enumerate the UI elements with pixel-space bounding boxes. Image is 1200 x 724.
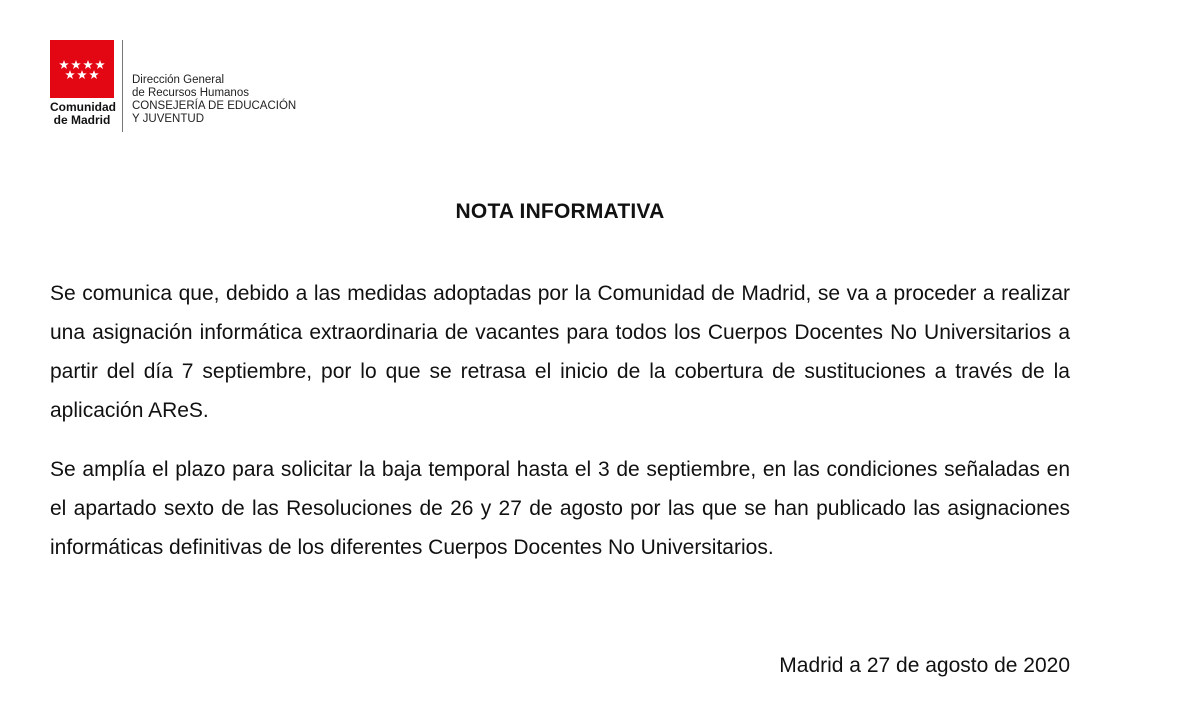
dept-line-1: Dirección General xyxy=(132,74,225,86)
comunidad-madrid-logo xyxy=(50,40,114,127)
paragraph-1: Se comunica que, debido a las medidas adoptadas por la Comunidad de Madrid, se va a proceder a realizar una asignación informática extraordinaria de vacantes para todos los Cuerpos Docentes No Universitarios a partir del día 7 septiembre, por lo que se retrasa el inicio de la cobertura de sustituciones a través de la aplicación AReS. xyxy=(50,282,1070,422)
date-signature: Madrid a 27 de agosto de 2020 xyxy=(779,654,1070,677)
dept-line-4: Y JUVENTUD xyxy=(132,113,204,125)
dept-line-2: de Recursos Humanos xyxy=(132,87,249,99)
paragraph-2: Se amplía el plazo para solicitar la baja temporal hasta el 3 de septiembre, en las condiciones señaladas en el apartado sexto de las Resoluciones de 26 y 27 de agosto por las que se han publicado las asignaciones informáticas definitivas de los diferentes Cuerpos Docentes No Universitarios. xyxy=(50,458,1070,559)
logo-line-2: de Madrid xyxy=(53,113,111,127)
flag-background xyxy=(50,40,114,98)
letterhead xyxy=(50,40,296,135)
dept-line-3: CONSEJERÍA DE EDUCACIÓN xyxy=(132,100,297,112)
department-info xyxy=(132,40,296,126)
header-divider xyxy=(122,40,123,132)
logo-line-1: Comunidad xyxy=(50,100,116,114)
document-title: NOTA INFORMATIVA xyxy=(455,200,665,223)
madrid-flag-icon xyxy=(50,40,114,98)
logo-wordmark xyxy=(50,101,114,127)
